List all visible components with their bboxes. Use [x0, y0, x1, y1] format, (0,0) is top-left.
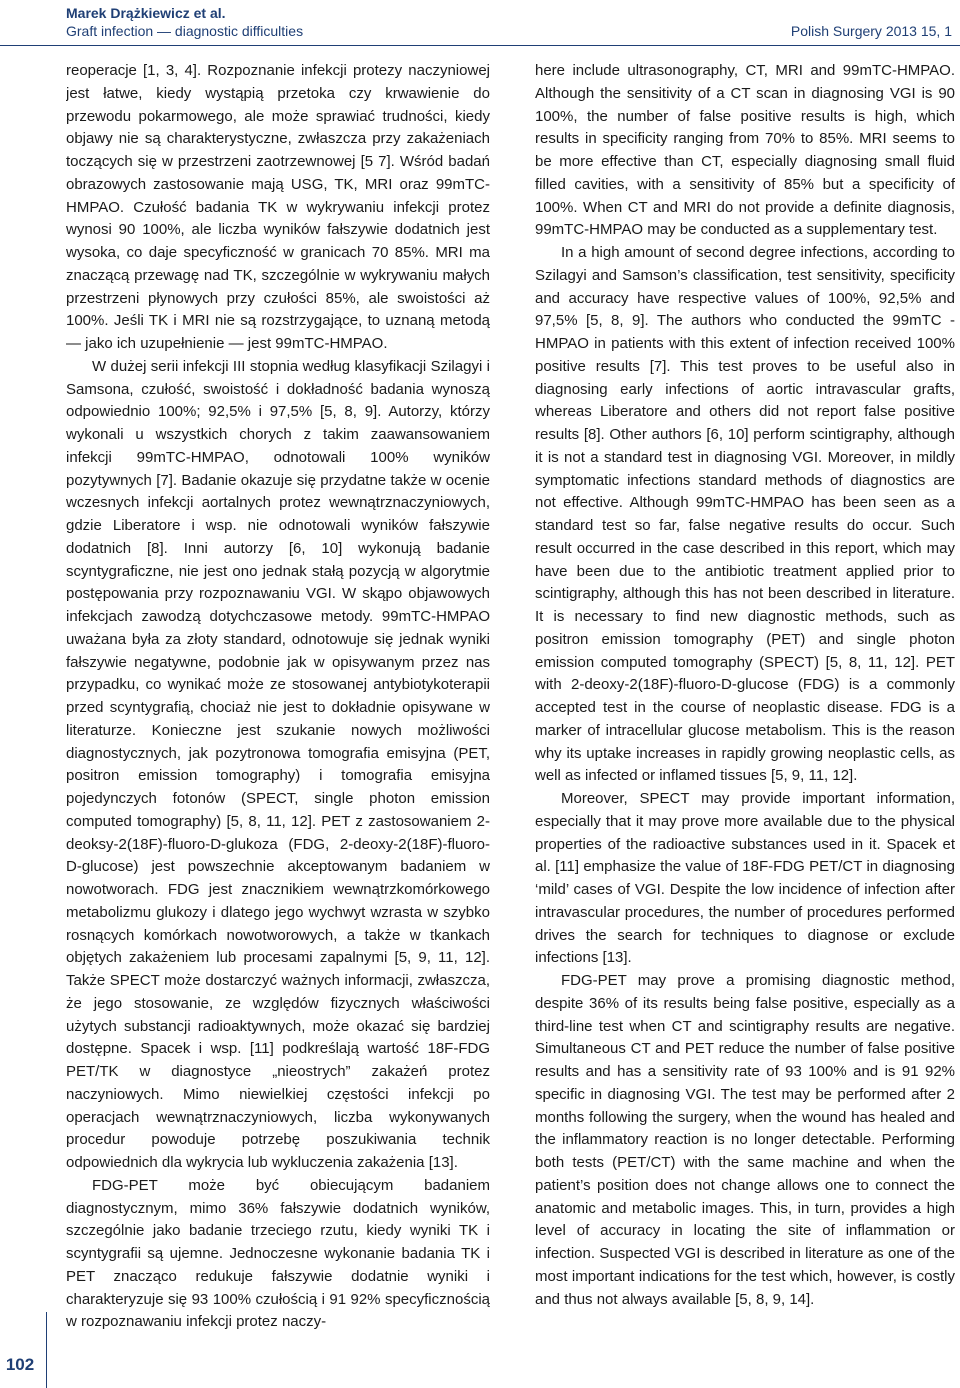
page-number-rule	[46, 1312, 47, 1388]
left-column-polish	[66, 60, 490, 1382]
paragraph: In a high amount of second degree infections, according to Szilagyi and Samson’s classification, test sensitivity, specificity and accuracy have respective values of 100%, 92,5% and 97,5% [5, 8, 9]. The authors who conducted the 99mTC -HMPAO in patients with this extent of infection received 100% positive results [7]. This test proves to be useful also in diagnosing early infections of aortic intravascular grafts, whereas Liberatore and others did not report false positive results [8]. Other authors [6, 10] perform scintigraphy, although it is not a standard test in diagnosing VGI. Moreover, in mildly symptomatic infections standard methods of diagnostics are not effective. Although 99mTC-HMPAO has been seen as a standard test so far, false negative results do occur. Such result occurred in the case described in this report, which may have been due to the antibiotic treatment applied prior to scintigraphy, although this has not been described in literature. It is necessary to find new diagnostic methods, such as positron emission tomography (PET) and single photon emission computed tomography (SPECT) [5, 8, 11, 12]. PET with 2-deoxy-2(18F)-fluoro-D-glucose (FDG) is a commonly accepted test in the course of neoplastic disease. FDG is a marker of intracellular glucose metabolism. This is the reason why its uptake increases in rapidly growing neoplastic cells, as well as infected or inflamed tissues [5, 9, 11, 12].	[535, 244, 955, 785]
right-column-english	[535, 60, 955, 1382]
paragraph: Moreover, SPECT may provide important information, especially that it may prove more available due to the physical properties of the radioactive substances used in it. Spacek et al. [11] emphasize the value of 18F-FDG PET/CT in diagnosing ‘mild’ cases of VGI. Despite the low incidence of infection after intravascular procedures, the number of procedures performed drives the search for techniques to diagnose or exclude infections [13].	[535, 790, 955, 967]
paragraph: reoperacje [1, 3, 4]. Rozpoznanie infekcji protezy naczyniowej jest łatwe, kiedy wystąpią przetoka czy krwawienie do przewodu pokarmowego, ale może sprawiać trudności, kiedy objawy nie są charakterystyczne, zwłaszcza przy zakażeniach toczących się w przestrzeni zaotrzewnowej [5 7]. Wśród badań obrazowych zastosowanie mają USG, TK, MRI oraz 99mTC-HMPAO. Czułość badania TK w wykrywaniu infekcji protez wynosi 90 100%, ale liczba wyników fałszywie dodatnich jest wysoka, co daje specyficzność w granicach 70 85%. MRI ma znaczącą przewagę nad TK, szczególnie w wykrywaniu małych przestrzeni płynowych przy czułości 85%, ale swoistości aż 100%. Jeśli TK i MRI nie są rozstrzygające, to uznaną metodą — jako ich uzupełnienie — jest 99mTC-HMPAO.	[66, 62, 490, 352]
header-journal: Polish Surgery 2013 15, 1	[790, 23, 952, 39]
running-header-left	[66, 4, 303, 40]
header-rule	[0, 45, 960, 46]
paragraph: FDG-PET może być obiecującym badaniem diagnostycznym, mimo 36% fałszywie dodatnich wyników, szczególnie jako badanie trzeciego rzutu, kiedy wyniki TK i scyntygrafii są ujemne. Jednoczesne wykonanie badania TK i PET znacząco redukuje fałszywie dodatnie wyniki i charakteryzuje się 93 100% czułością i 91 92% specyficznością w rozpoznawaniu infekcji protez naczy-	[66, 1176, 490, 1331]
paragraph: FDG-PET may prove a promising diagnostic method, despite 36% of its results being false positive, especially as a third-line test when CT and scintigraphy results are negative. Simultaneous CT and PET reduce the number of false positive results and has a sensitivity rate of 93 100% and is 91 92% specific in diagnosing VGI. The test may be performed after 2 months following the surgery, when the wound has healed and the inflammatory reaction is no longer detectable. Performing both tests (PET/CT) with the same machine and when the patient’s position does not change allows one to connect the anatomic and metabolic images. This, in turn, provides a high level of accuracy in locating the site of inflammation or infection. Suspected VGI is described in literature as one of the most important indications for the test which, however, is costly and thus not always available [5, 8, 9, 14].	[535, 972, 955, 1308]
page-number: 102	[5, 1355, 35, 1374]
header-article-title: Graft infection — diagnostic difficulties	[66, 23, 304, 39]
paragraph: here include ultrasonography, CT, MRI and 99mTC-HMPAO. Although the sensitivity of a CT scan in diagnosing VGI is 90 100%, the number of false positive results is high, which results in specificity ranging from 70% to 85%. MRI seems to be more effective than CT, especially diagnosing small fluid filled cavities, with a sensitivity of 85% but a specificity of 100%. When CT and MRI do not provide a definite diagnosis, 99mTC-HMPAO may be conducted as a supplementary test.	[535, 62, 955, 239]
paragraph: W dużej serii infekcji III stopnia według klasyfikacji Szilagyi i Samsona, czułość, swoistość i dokładność badania wynoszą odpowiednio 100%; 92,5% i 97,5% [5, 8, 9]. Autorzy, którzy wykonali u wszystkich chorych z takim zaawansowaniem infekcji 99mTC-HMPAO, odnotowali 100% wyników pozytywnych [7]. Badanie okazuje się przydatne także w ocenie wczesnych infekcji aortalnych protez wewnątrznaczyniowych, gdzie Liberatore i wsp. nie odnotowali wyników fałszywie dodatnich [8]. Inni autorzy [6, 10] wykonują badanie scyntygraficzne, nie jest ono jednak stałą pozycją w algorytmie postępowania przy rozpoznawaniu VGI. W skąpo objawowych infekcjach zawodzą dotychczasowe metody. 99mTC-HMPAO uważana była za złoty standard, odnotowuje się jednak wyniki fałszywie negatywne, podobnie jak w opisywanym przez nas przypadku, co wynikać może ze stosowanej antybiotykoterapii przed scyntygrafią, chociaż nie jest to dokładnie opisywane w literaturze. Konieczne jest szukanie nowych możliwości diagnostycznych, jak pozytronowa tomografia emisyjna (PET, positron emission tomography) i tomografia emisyjna pojedynczych fotonów (SPECT, single photon emission computed tomography) [5, 8, 11, 12]. PET z zastosowaniem 2-deoksy-2(18F)-fluoro-D-glukoza (FDG, 2-deoxy-2(18F)-fluoro-D-glucose) jest powszechnie akceptowanym badaniem w nowotworach. FDG jest znacznikiem wewnątrzkomórkowego metabolizmu glukozy i dlatego jego wychwyt wzrasta w szybko rosnących komórkach nowotworowych, a także w tkankach objętych zakażeniem lub procesami zapalnymi [5, 9, 11, 12]. Także SPECT może dostarczyć ważnych informacji, zwłaszcza, że jego stosowanie, ze względów fizycznych właściwości użytych substancji radioaktywnych, może okazać się bardziej dostępne. Spacek i wsp. [11] podkreślają wartość 18F-FDG PET/TK w diagnostyce „nieostrych” zakażeń protez naczyniowych. Mimo niewielkiej częstości infekcji po operacjach wewnątrznaczyniowych, liczba wykonywanych procedur powoduje potrzebę poszukiwania technik odpowiednich dla wykrycia lub wykluczenia zakażenia [13].	[66, 357, 490, 1171]
header-author: Marek Drążkiewicz et al.	[66, 5, 226, 21]
